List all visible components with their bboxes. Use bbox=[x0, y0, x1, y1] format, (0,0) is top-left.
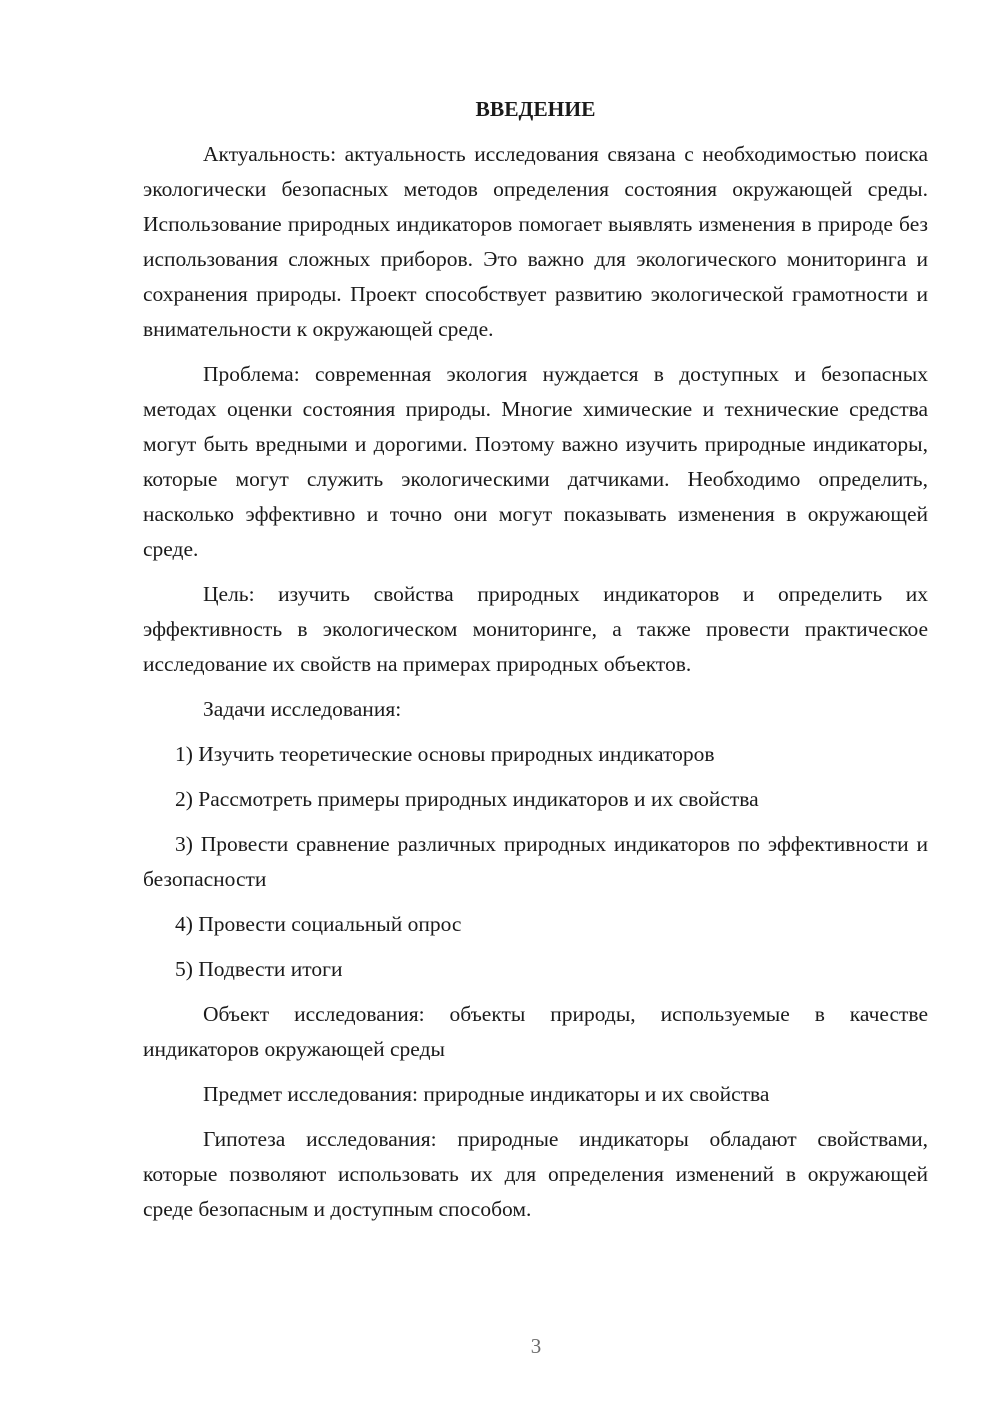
tasks-heading: Задачи исследования: bbox=[203, 697, 402, 721]
paragraph-object: Объект исследования: объекты природы, используемые в качестве индикаторов окружающей среды bbox=[143, 1002, 928, 1061]
task-item-4: 4) Провести социальный опрос bbox=[175, 912, 462, 936]
paragraph-goal: Цель: изучить свойства природных индикаторов и определить их эффективность в экологическом мониторинге, а также провести практическое исследование их свойств на примерах природных объектов. bbox=[143, 582, 928, 676]
task-item-2: 2) Рассмотреть примеры природных индикаторов и их свойства bbox=[175, 787, 759, 811]
task-item-5: 5) Подвести итоги bbox=[175, 957, 343, 981]
section-title: ВВЕДЕНИЕ bbox=[475, 97, 596, 121]
paragraph-relevance: Актуальность: актуальность исследования связана с необходимостью поиска экологически безопасных методов определения состояния окружающей среды. Использование природных индикаторов помогает выявлять изменения в природе без использования сложных приборов. Это важно для экологического мониторинга и сохранения природы. Проект способствует развитию экологической грамотности и внимательности к окружающей среде. bbox=[143, 142, 928, 341]
paragraph-subject: Предмет исследования: природные индикаторы и их свойства bbox=[203, 1082, 770, 1106]
page-number: 3 bbox=[530, 1334, 542, 1358]
page-content bbox=[143, 92, 928, 1237]
task-item-1: 1) Изучить теоретические основы природных индикаторов bbox=[175, 742, 715, 766]
task-item-3: 3) Провести сравнение различных природных индикаторов по эффективности и безопасности bbox=[143, 832, 928, 891]
paragraph-hypothesis: Гипотеза исследования: природные индикаторы обладают свойствами, которые позволяют использовать их для определения изменений в окружающей среде безопасным и доступным способом. bbox=[143, 1127, 928, 1221]
paragraph-problem: Проблема: современная экология нуждается в доступных и безопасных методах оценки состояния природы. Многие химические и технические средства могут быть вредными и дорогими. Поэтому важно изучить природные индикаторы, которые могут служить экологическими датчиками. Необходимо определить, насколько эффективно и точно они могут показывать изменения в окружающей среде. bbox=[143, 362, 928, 561]
